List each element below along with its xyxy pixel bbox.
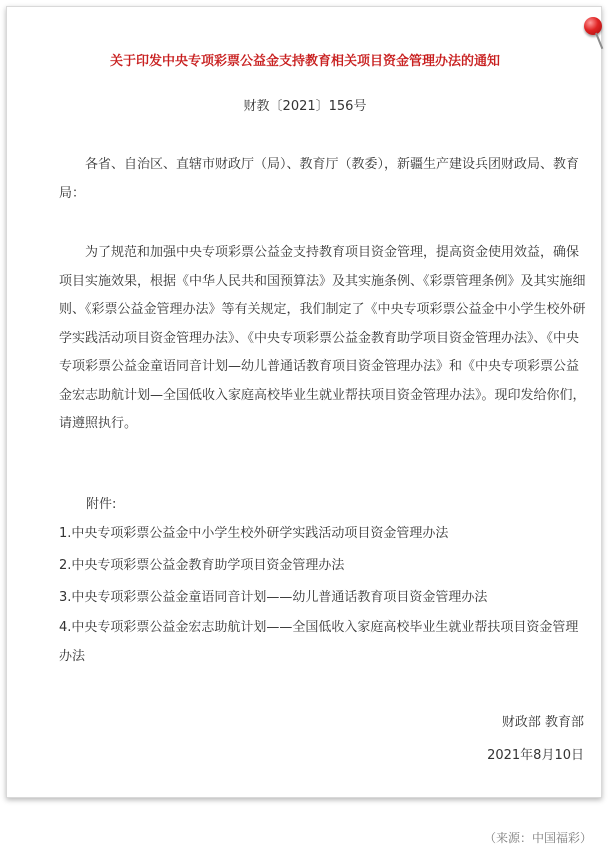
attachment-item: 4.中央专项彩票公益金宏志助航计划——全国低收入家庭高校毕业生就业帮扶项目资金管理办法 xyxy=(59,620,579,664)
notice-card xyxy=(6,6,602,798)
notice-title: 关于印发中央专项彩票公益金支持教育相关项目资金管理办法的通知 xyxy=(109,54,500,69)
issue-date: 2021年8月10日 xyxy=(487,748,584,763)
body-paragraph: 为了规范和加强中央专项彩票公益金支持教育项目资金管理，提高资金使用效益，确保项目实施效果，根据《中华人民共和国预算法》及其实施条例、《彩票管理条例》及其实施细则、《彩票公益金管理办法》等有关规定，我们制定了《中央专项彩票公益金中小学生校外研学实践活动项目资金管理办法》、《中央专项彩票公益金教育助学项目资金管理办法》、《中央专项彩票公益金童语同音计划—幼儿普通话教育项目资金管理办法》和《中央专项彩票公益金宏志助航计划—全国低收入家庭高校毕业生就业帮扶项目资金管理办法》。现印发给你们，请遵照执行。 xyxy=(59,245,586,431)
attachments-label: 附件: xyxy=(86,497,117,512)
attachment-item: 2.中央专项彩票公益金教育助学项目资金管理办法 xyxy=(59,558,345,573)
pushpin-icon xyxy=(584,17,602,35)
recipients-paragraph: 各省、自治区、直辖市财政厅（局）、教育厅（教委），新疆生产建设兵团财政局、教育局： xyxy=(59,157,580,201)
issuing-departments: 财政部 教育部 xyxy=(501,715,584,730)
attachment-item: 1.中央专项彩票公益金中小学生校外研学实践活动项目资金管理办法 xyxy=(59,526,449,541)
document-number: 财教〔2021〕156号 xyxy=(243,99,367,114)
attachment-item: 3.中央专项彩票公益金童语同音计划——幼儿普通话教育项目资金管理办法 xyxy=(59,590,488,605)
source-credit: （来源：中国福彩） xyxy=(483,831,592,845)
